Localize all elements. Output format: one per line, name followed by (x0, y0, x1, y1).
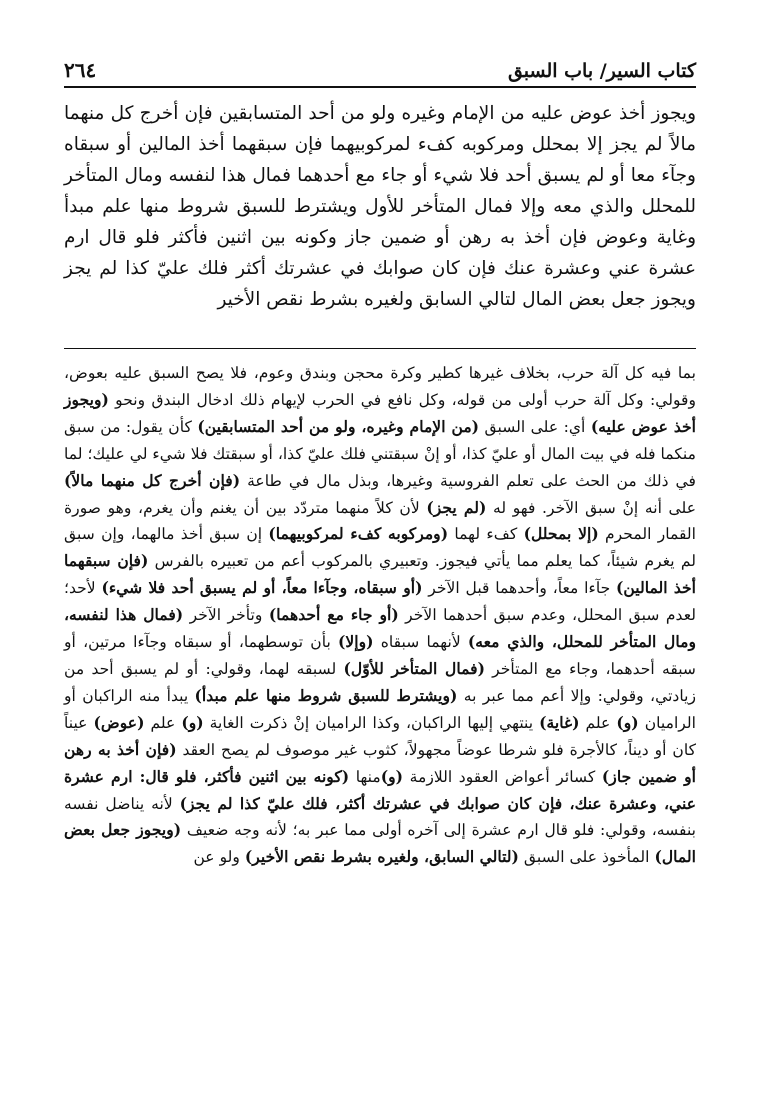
commentary-segment: وتأخر الآخر (183, 606, 269, 625)
quoted-matn-phrase: (ويشترط للسبق شروط منها علم مبدأ) (194, 685, 458, 705)
quoted-matn-phrase: (أو جاء مع أحدهما) (268, 605, 399, 625)
commentary-block (64, 360, 696, 871)
commentary-segment: لأن كلاً منهما متردّد بين أن يغنم وأن يغرم، وهو صورة القمار المحرم (64, 498, 696, 544)
commentary-text (64, 360, 696, 871)
page-number: ٢٦٤ (64, 58, 97, 82)
commentary-segment: أي: على السبق (479, 417, 591, 436)
commentary-segment: كأن يقول: من سبق منكما فله في بيت المال أو عليّ كذا، أو إنْ سبقتني فلك عليّ كذا، أو سبقتك فلا شيء لي عليك؛ لما في ذلك من الحث على تعلم الفروسية وغيرها، وبذل مال في طاعة (64, 417, 696, 490)
commentary-segment: المأخوذ على السبق (518, 848, 655, 867)
quoted-matn-phrase: (لم يجز) (426, 497, 487, 517)
commentary-segment: لأنهما سبقاه (373, 633, 468, 652)
quoted-matn-phrase: (ويجوز أخذ عوض عليه) (64, 389, 696, 436)
commentary-segment: إن سبق أخذ مالهما، وإن سبق لم يغرم شيئاً، كما يعلم مما يأتي فيجوز. وتعبيري بالمركوب أعم من تعبيره بالفرس (64, 525, 696, 571)
commentary-segment: لسبقه لهما، وقولي: أو لم يسبق أحد من زيادتي، وقولي: وإلا أعم مما عبر به (64, 659, 696, 705)
commentary-segment: كسائر أعواض العقود اللازمة (403, 767, 602, 786)
running-title: كتاب السير/ باب السبق (507, 60, 696, 82)
quoted-matn-phrase: (و) (616, 712, 639, 732)
main-text-block (64, 98, 696, 315)
quoted-matn-phrase: (فإن سبقهما أخذ المالين) (64, 551, 696, 598)
commentary-segment: لأنه يناضل نفسه بنفسه، وقولي: فلو قال ارم عشرة إلى آخره أولى مما عبر به؛ لأنه وجه ضعيف (64, 794, 696, 840)
page-header (64, 52, 696, 88)
commentary-segment: بما فيه كل آلة حرب، بخلاف غيرها كطير وكرة محجن وبندق وعوم، فلا يصح السبق عليه بعوض، وقولي: وكل آلة حرب أولى من قوله، وكل نافع في الحرب لإيهام ذلك ادخال البندق ونحو (64, 364, 696, 409)
quoted-matn-phrase: (فمال المتأخر للأوّل) (343, 658, 485, 678)
commentary-segment: علم (144, 713, 182, 732)
commentary-segment: ولو عن (193, 848, 245, 867)
quoted-matn-phrase: (أو سبقاه، وجآءا معاً، أو لم يسبق أحد فلا شيء) (101, 578, 423, 598)
commentary-segment: بأن توسطهما، أو سبقاه وجآءا مرتين، أو سبقه أحدهما، وجاء مع المتأخر (64, 633, 696, 678)
commentary-segment: جآءا معاً، وأحدهما قبل الآخر (422, 579, 617, 598)
commentary-segment: علم (579, 713, 617, 732)
commentary-segment: عيناً كان أو ديناً، كالأجرة فلو شرطا عوضاً مجهولاً، كثوب غير موصوف لم يصح العقد (64, 713, 696, 759)
commentary-segment: كفء لهما (448, 525, 524, 544)
quoted-matn-phrase: (إلا بمحلل) (523, 524, 599, 544)
footnote-separator (64, 348, 696, 349)
quoted-matn-phrase: (وإلا) (338, 632, 374, 652)
commentary-segment: يبدأ منه الراكبان أو الراميان (64, 686, 696, 732)
main-text: ويجوز أخذ عوض عليه من الإمام وغيره ولو من أحد المتسابقين فإن أخرج كل منهما مالاً لم يجز إلا بمحلل ومركوبه كفء لمركوبيهما فإن سبقهما أخذ المالين أو سبقاه وجآء معا أو لم يسبق أحد فلا شيء أو جاء مع أحدهما فمال هذا لنفسه ومال المتأخر للمحلل والذي معه وإلا فمال المتأخر للأول ويشترط للسبق شروط منها علم مبدأ وغاية وعوض فإن أخذ به رهن أو ضمين جاز وكونه بين اثنين فأكثر فلو قال ارم عشرة عني وعشرة عنك فإن كان صوابك في عشرتك أكثر فلك عليّ كذا لم يجز ويجوز جعل بعض المال لتالي السابق ولغيره بشرط نقص الأخير (64, 103, 696, 310)
quoted-matn-phrase: (عوض) (93, 712, 145, 732)
quoted-matn-phrase: (ومركوبه كفء لمركوبيهما) (268, 524, 449, 544)
quoted-matn-phrase: (من الإمام وغيره، ولو من أحد المتسابقين) (197, 416, 480, 436)
quoted-matn-phrase: (كونه بين اثنين فأكثر، فلو قال: ارم عشرة عني، وعشرة عنك، فإن كان صوابك في عشرتك أكثر، فلك عليّ كذا لم يجز) (64, 766, 697, 813)
quoted-matn-phrase: (غاية) (539, 712, 580, 732)
commentary-segment: على أنه إنْ سبق الآخر. فهو له (486, 498, 696, 517)
quoted-matn-phrase: (و) (181, 712, 204, 732)
commentary-segment: منها (349, 767, 381, 786)
quoted-matn-phrase: (فإن أخرج كل منهما مالاً) (64, 470, 241, 490)
commentary-segment: ينتهي إليها الراكبان، وكذا الراميان إنْ ذكرت الغاية (203, 713, 540, 732)
quoted-matn-phrase: (فمال هذا لنفسه، ومال المتأخر للمحلل، والذي معه) (64, 605, 697, 652)
quoted-matn-phrase: (و) (380, 766, 404, 786)
commentary-segment: لأحد؛ لعدم سبق المحلل، وعدم سبق أحدهما الآخر (64, 579, 696, 625)
quoted-matn-phrase: (ويجوز جعل بعض المال) (64, 820, 696, 867)
quoted-matn-phrase: (لتالي السابق، ولغيره بشرط نقص الأخير) (244, 847, 519, 867)
quoted-matn-phrase: (فإن أخذ به رهن أو ضمين جاز) (64, 739, 696, 786)
